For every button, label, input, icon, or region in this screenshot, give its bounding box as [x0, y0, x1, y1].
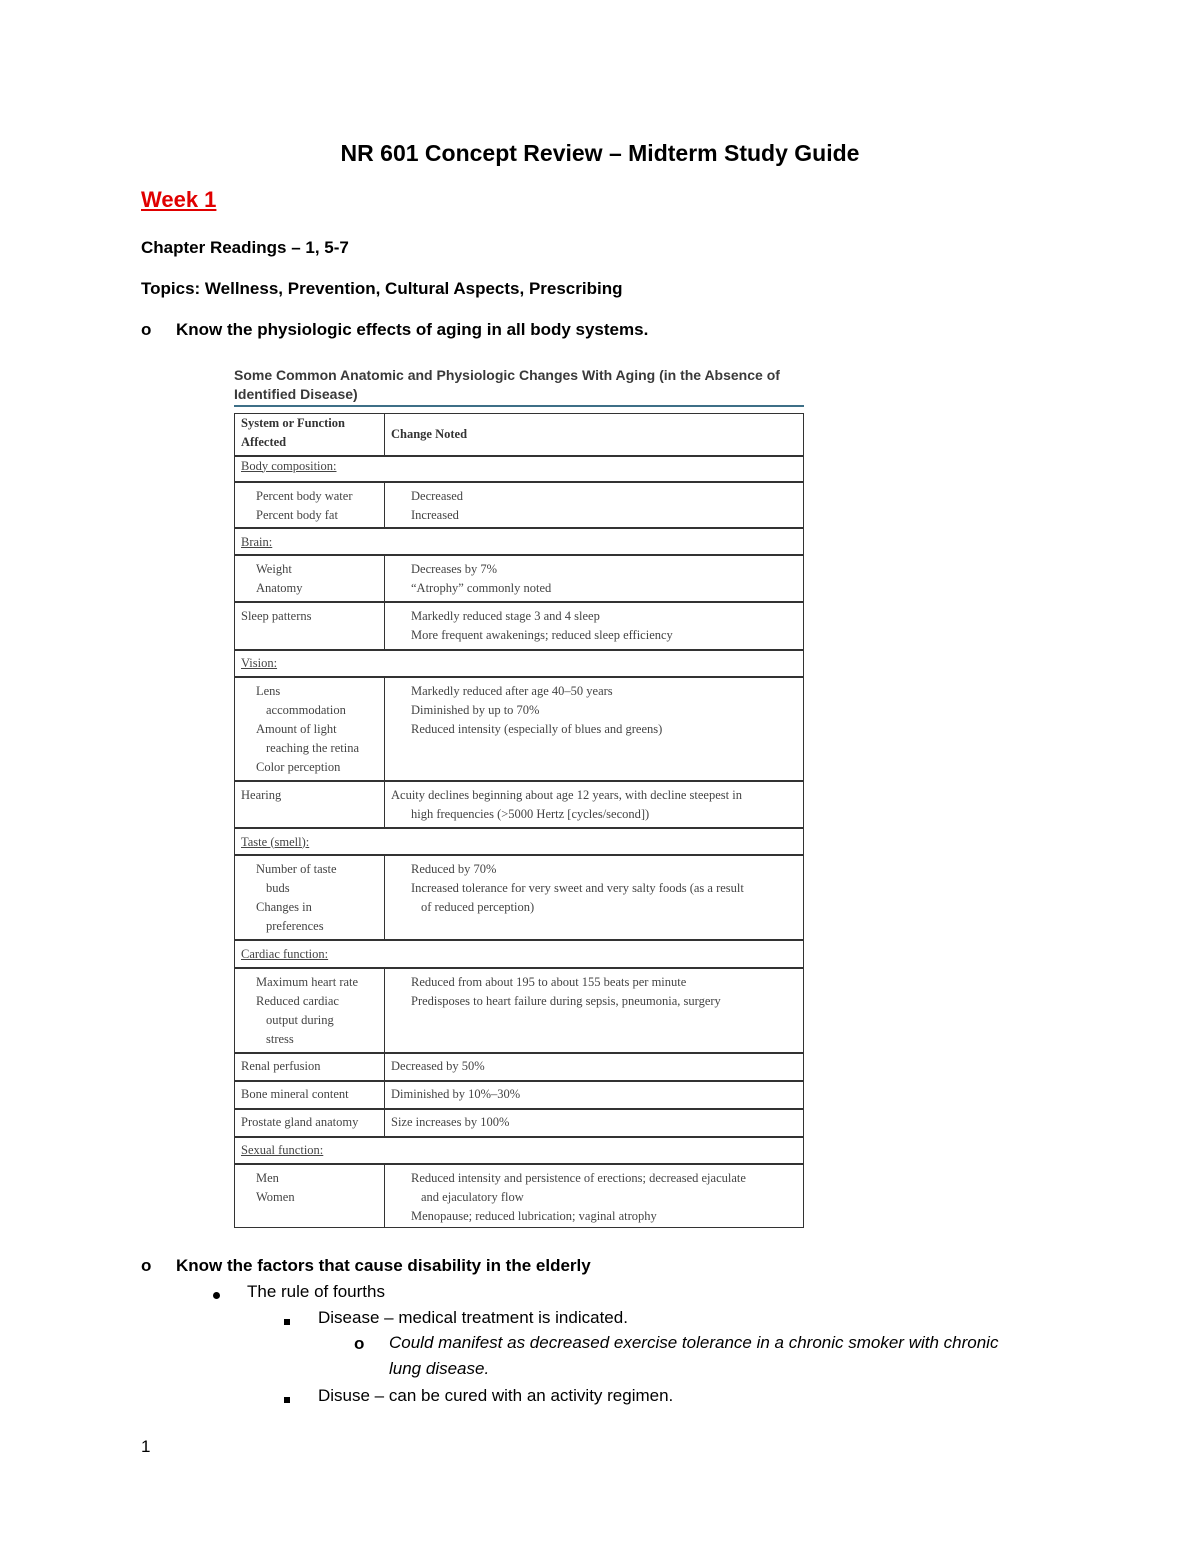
cell-left: Percent body water Percent body fat — [235, 482, 385, 528]
table-row — [235, 1081, 804, 1109]
cell-right: Markedly reduced after age 40–50 years Diminished by up to 70% Reduced intensity (especially of blues and greens) — [385, 677, 804, 781]
page-number: 1 — [141, 1437, 151, 1456]
page-title: NR 601 Concept Review – Midterm Study Guide — [340, 140, 860, 166]
bullet-marker: o — [141, 320, 152, 339]
table-row — [235, 456, 804, 482]
table-row — [235, 940, 804, 968]
chapter-readings: Chapter Readings – 1, 5-7 — [141, 238, 349, 257]
cell-right: Acuity declines beginning about age 12 years, with decline steepest in high frequencies (>5000 Hertz [cycles/second]) — [385, 781, 804, 828]
cell-left: Maximum heart rate Reduced cardiac output during stress — [235, 968, 385, 1053]
dot-bullet-icon — [213, 1287, 220, 1305]
cell-right: Markedly reduced stage 3 and 4 sleep More frequent awakenings; reduced sleep efficiency — [385, 602, 804, 650]
cell-left: Sleep patterns — [235, 602, 385, 650]
cell-right: Reduced intensity and persistence of erections; decreased ejaculate and ejaculatory flow Menopause; reduced lubrication; vaginal atrophy — [385, 1164, 804, 1228]
cell-right: Reduced from about 195 to about 155 beats per minute Predisposes to heart failure during sepsis, pneumonia, surgery — [385, 968, 804, 1053]
cell-left: Bone mineral content — [235, 1081, 385, 1109]
table-row — [235, 677, 804, 781]
cell-right: Reduced by 70% Increased tolerance for very sweet and very salty foods (as a result of reduced perception) — [385, 855, 804, 940]
table-row — [235, 602, 804, 650]
category-body-composition: Body composition: — [235, 456, 804, 482]
table-title-rule — [234, 405, 804, 407]
disuse-item: Disuse – can be cured with an activity regimen. — [318, 1386, 674, 1405]
bullet-marker: o — [141, 1256, 152, 1275]
bullet-disability-text: Know the factors that cause disability in the elderly — [176, 1256, 591, 1275]
table-row — [235, 650, 804, 677]
sub-bullet-disease — [354, 1334, 364, 1354]
category-vision: Vision: — [235, 650, 804, 677]
category-taste: Taste (smell): — [235, 828, 804, 855]
cell-left: Lens accommodation Amount of light reaching the retina Color perception — [235, 677, 385, 781]
cell-left: Men Women — [235, 1164, 385, 1228]
week-heading: Week 1 — [141, 187, 217, 212]
aging-changes-table — [234, 413, 804, 1228]
category-sexual: Sexual function: — [235, 1137, 804, 1164]
table-row — [235, 555, 804, 602]
table-row — [235, 1137, 804, 1164]
cell-right: Decreased by 50% — [385, 1053, 804, 1081]
disease-example: Could manifest as decreased exercise tolerance in a chronic smoker with chronic lung disease. — [389, 1333, 999, 1378]
table-row — [235, 968, 804, 1053]
cell-right: Diminished by 10%–30% — [385, 1081, 804, 1109]
cell-left: Renal perfusion — [235, 1053, 385, 1081]
cell-left: Prostate gland anatomy — [235, 1109, 385, 1137]
topics: Topics: Wellness, Prevention, Cultural Aspects, Prescribing — [141, 279, 623, 298]
category-cardiac: Cardiac function: — [235, 940, 804, 968]
bullet-physiologic-effects — [141, 320, 151, 340]
disease-item: Disease – medical treatment is indicated. — [318, 1308, 628, 1327]
table-row — [235, 855, 804, 940]
table-row — [235, 1109, 804, 1137]
bullet-physiologic-effects-text: Know the physiologic effects of aging in all body systems. — [176, 320, 649, 339]
cell-right: Decreased Increased — [385, 482, 804, 528]
table-row — [235, 528, 804, 555]
header-system: System or Function Affected — [235, 414, 385, 456]
table-row — [235, 781, 804, 828]
table-title: Some Common Anatomic and Physiologic Changes With Aging (in the Absence of Identified Disease) — [234, 367, 780, 402]
cell-left: Number of taste buds Changes in preferences — [235, 855, 385, 940]
cell-left: Weight Anatomy — [235, 555, 385, 602]
cell-right: Decreases by 7% “Atrophy” commonly noted — [385, 555, 804, 602]
rule-of-fourths: The rule of fourths — [247, 1282, 385, 1301]
category-brain: Brain: — [235, 528, 804, 555]
table-row — [235, 828, 804, 855]
cell-right: Size increases by 100% — [385, 1109, 804, 1137]
table-row — [235, 1053, 804, 1081]
square-bullet-icon — [284, 1313, 290, 1331]
bullet-disability — [141, 1256, 151, 1276]
header-change: Change Noted — [385, 414, 804, 456]
table-row — [235, 1164, 804, 1228]
table-row — [235, 482, 804, 528]
cell-left: Hearing — [235, 781, 385, 828]
bullet-marker: o — [354, 1334, 365, 1353]
table-header-row — [235, 414, 804, 456]
square-bullet-icon — [284, 1391, 290, 1409]
